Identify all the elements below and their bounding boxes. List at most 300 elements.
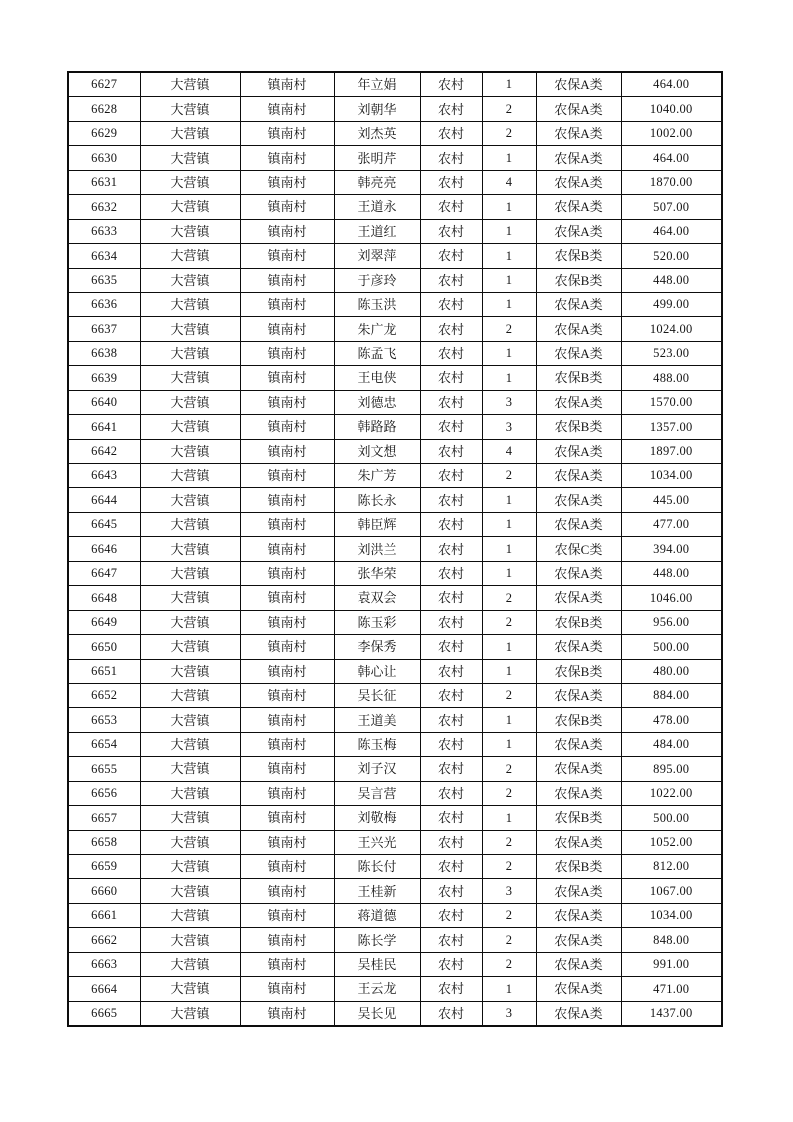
cell-person-count: 3	[482, 879, 536, 903]
cell-residence-type: 农村	[420, 708, 482, 732]
cell-village: 镇南村	[240, 659, 334, 683]
cell-residence-type: 农村	[420, 610, 482, 634]
cell-town: 大营镇	[140, 708, 240, 732]
cell-person-count: 1	[482, 512, 536, 536]
cell-person-name: 刘子汉	[334, 757, 420, 781]
cell-serial-number: 6631	[68, 170, 140, 194]
cell-amount: 1437.00	[621, 1001, 722, 1026]
cell-serial-number: 6636	[68, 292, 140, 316]
cell-amount: 991.00	[621, 952, 722, 976]
table-row	[68, 659, 722, 683]
cell-person-name: 吴长征	[334, 683, 420, 707]
cell-residence-type: 农村	[420, 952, 482, 976]
cell-person-count: 2	[482, 952, 536, 976]
cell-village: 镇南村	[240, 537, 334, 561]
cell-insurance-category: 农保B类	[536, 855, 621, 879]
cell-residence-type: 农村	[420, 586, 482, 610]
cell-amount: 1570.00	[621, 390, 722, 414]
cell-insurance-category: 农保A类	[536, 757, 621, 781]
cell-village: 镇南村	[240, 268, 334, 292]
cell-village: 镇南村	[240, 977, 334, 1001]
cell-serial-number: 6627	[68, 72, 140, 97]
cell-amount: 520.00	[621, 244, 722, 268]
table-row	[68, 439, 722, 463]
table-row	[68, 366, 722, 390]
cell-insurance-category: 农保A类	[536, 830, 621, 854]
table-row	[68, 879, 722, 903]
cell-person-count: 1	[482, 195, 536, 219]
cell-town: 大营镇	[140, 195, 240, 219]
cell-person-name: 刘洪兰	[334, 537, 420, 561]
cell-residence-type: 农村	[420, 146, 482, 170]
cell-residence-type: 农村	[420, 317, 482, 341]
cell-village: 镇南村	[240, 195, 334, 219]
cell-person-name: 陈孟飞	[334, 341, 420, 365]
cell-insurance-category: 农保A类	[536, 879, 621, 903]
cell-insurance-category: 农保B类	[536, 366, 621, 390]
cell-amount: 448.00	[621, 268, 722, 292]
cell-serial-number: 6664	[68, 977, 140, 1001]
cell-village: 镇南村	[240, 683, 334, 707]
cell-serial-number: 6641	[68, 415, 140, 439]
table-row	[68, 341, 722, 365]
cell-serial-number: 6630	[68, 146, 140, 170]
table-row	[68, 683, 722, 707]
table-row	[68, 830, 722, 854]
cell-residence-type: 农村	[420, 292, 482, 316]
cell-village: 镇南村	[240, 1001, 334, 1026]
table-row	[68, 561, 722, 585]
cell-village: 镇南村	[240, 366, 334, 390]
table-row	[68, 806, 722, 830]
cell-village: 镇南村	[240, 292, 334, 316]
cell-person-count: 1	[482, 732, 536, 756]
cell-village: 镇南村	[240, 903, 334, 927]
cell-amount: 445.00	[621, 488, 722, 512]
cell-town: 大营镇	[140, 390, 240, 414]
cell-insurance-category: 农保A类	[536, 952, 621, 976]
cell-residence-type: 农村	[420, 195, 482, 219]
cell-insurance-category: 农保A类	[536, 72, 621, 97]
cell-insurance-category: 农保A类	[536, 292, 621, 316]
cell-person-name: 韩心让	[334, 659, 420, 683]
cell-person-count: 1	[482, 806, 536, 830]
cell-residence-type: 农村	[420, 341, 482, 365]
cell-residence-type: 农村	[420, 830, 482, 854]
cell-village: 镇南村	[240, 806, 334, 830]
cell-insurance-category: 农保A类	[536, 317, 621, 341]
table-row	[68, 146, 722, 170]
cell-serial-number: 6651	[68, 659, 140, 683]
cell-village: 镇南村	[240, 341, 334, 365]
cell-village: 镇南村	[240, 512, 334, 536]
cell-serial-number: 6665	[68, 1001, 140, 1026]
cell-residence-type: 农村	[420, 732, 482, 756]
cell-person-count: 2	[482, 586, 536, 610]
cell-person-name: 吴长见	[334, 1001, 420, 1026]
cell-person-count: 2	[482, 97, 536, 121]
cell-person-count: 2	[482, 317, 536, 341]
cell-amount: 1040.00	[621, 97, 722, 121]
cell-town: 大营镇	[140, 855, 240, 879]
cell-person-name: 刘德忠	[334, 390, 420, 414]
cell-person-count: 2	[482, 928, 536, 952]
cell-insurance-category: 农保A类	[536, 439, 621, 463]
cell-serial-number: 6642	[68, 439, 140, 463]
cell-person-count: 2	[482, 757, 536, 781]
cell-town: 大营镇	[140, 757, 240, 781]
cell-serial-number: 6629	[68, 121, 140, 145]
cell-village: 镇南村	[240, 146, 334, 170]
cell-village: 镇南村	[240, 879, 334, 903]
cell-amount: 471.00	[621, 977, 722, 1001]
cell-person-count: 2	[482, 610, 536, 634]
cell-serial-number: 6650	[68, 635, 140, 659]
cell-person-count: 1	[482, 219, 536, 243]
cell-town: 大营镇	[140, 439, 240, 463]
cell-serial-number: 6655	[68, 757, 140, 781]
table-row	[68, 635, 722, 659]
cell-person-name: 王电侠	[334, 366, 420, 390]
cell-residence-type: 农村	[420, 635, 482, 659]
cell-amount: 488.00	[621, 366, 722, 390]
cell-person-count: 3	[482, 1001, 536, 1026]
cell-insurance-category: 农保C类	[536, 537, 621, 561]
cell-serial-number: 6639	[68, 366, 140, 390]
cell-town: 大营镇	[140, 586, 240, 610]
table-row	[68, 292, 722, 316]
cell-insurance-category: 农保B类	[536, 659, 621, 683]
cell-residence-type: 农村	[420, 977, 482, 1001]
cell-insurance-category: 农保A类	[536, 635, 621, 659]
cell-serial-number: 6646	[68, 537, 140, 561]
cell-insurance-category: 农保A类	[536, 464, 621, 488]
table-row	[68, 390, 722, 414]
table-row	[68, 977, 722, 1001]
cell-person-count: 3	[482, 390, 536, 414]
cell-amount: 1067.00	[621, 879, 722, 903]
cell-serial-number: 6654	[68, 732, 140, 756]
table-row	[68, 537, 722, 561]
cell-village: 镇南村	[240, 439, 334, 463]
table-row	[68, 195, 722, 219]
cell-serial-number: 6660	[68, 879, 140, 903]
cell-residence-type: 农村	[420, 903, 482, 927]
cell-person-name: 韩亮亮	[334, 170, 420, 194]
cell-town: 大营镇	[140, 121, 240, 145]
cell-insurance-category: 农保B类	[536, 708, 621, 732]
cell-amount: 1052.00	[621, 830, 722, 854]
cell-amount: 1034.00	[621, 903, 722, 927]
table-row	[68, 121, 722, 145]
table-row	[68, 244, 722, 268]
cell-village: 镇南村	[240, 488, 334, 512]
cell-insurance-category: 农保A类	[536, 488, 621, 512]
cell-insurance-category: 农保A类	[536, 512, 621, 536]
cell-serial-number: 6661	[68, 903, 140, 927]
cell-town: 大营镇	[140, 464, 240, 488]
cell-person-name: 朱广芳	[334, 464, 420, 488]
cell-insurance-category: 农保B类	[536, 244, 621, 268]
cell-town: 大营镇	[140, 170, 240, 194]
cell-person-count: 1	[482, 366, 536, 390]
cell-residence-type: 农村	[420, 244, 482, 268]
cell-person-name: 王兴光	[334, 830, 420, 854]
cell-person-name: 袁双会	[334, 586, 420, 610]
table-row	[68, 781, 722, 805]
cell-person-name: 陈长付	[334, 855, 420, 879]
cell-serial-number: 6643	[68, 464, 140, 488]
cell-person-name: 陈玉彩	[334, 610, 420, 634]
cell-person-name: 王云龙	[334, 977, 420, 1001]
cell-person-name: 吴桂民	[334, 952, 420, 976]
cell-serial-number: 6628	[68, 97, 140, 121]
cell-amount: 848.00	[621, 928, 722, 952]
table-row	[68, 610, 722, 634]
cell-town: 大营镇	[140, 879, 240, 903]
cell-amount: 500.00	[621, 635, 722, 659]
cell-person-count: 1	[482, 561, 536, 585]
cell-person-name: 王桂新	[334, 879, 420, 903]
cell-town: 大营镇	[140, 635, 240, 659]
cell-insurance-category: 农保A类	[536, 97, 621, 121]
cell-serial-number: 6652	[68, 683, 140, 707]
table-row	[68, 903, 722, 927]
table-row	[68, 708, 722, 732]
cell-residence-type: 农村	[420, 757, 482, 781]
cell-residence-type: 农村	[420, 512, 482, 536]
cell-person-name: 陈玉洪	[334, 292, 420, 316]
cell-person-name: 蒋道德	[334, 903, 420, 927]
cell-residence-type: 农村	[420, 879, 482, 903]
cell-village: 镇南村	[240, 464, 334, 488]
cell-insurance-category: 农保A类	[536, 1001, 621, 1026]
cell-town: 大营镇	[140, 683, 240, 707]
cell-amount: 464.00	[621, 146, 722, 170]
cell-insurance-category: 农保B类	[536, 415, 621, 439]
cell-residence-type: 农村	[420, 537, 482, 561]
cell-insurance-category: 农保A类	[536, 219, 621, 243]
cell-serial-number: 6657	[68, 806, 140, 830]
cell-person-name: 陈玉梅	[334, 732, 420, 756]
cell-insurance-category: 农保A类	[536, 170, 621, 194]
cell-person-count: 1	[482, 488, 536, 512]
cell-town: 大营镇	[140, 97, 240, 121]
table-row	[68, 415, 722, 439]
table-row	[68, 757, 722, 781]
cell-serial-number: 6656	[68, 781, 140, 805]
cell-insurance-category: 农保B类	[536, 268, 621, 292]
cell-serial-number: 6633	[68, 219, 140, 243]
cell-insurance-category: 农保B类	[536, 610, 621, 634]
table-row	[68, 512, 722, 536]
cell-town: 大营镇	[140, 732, 240, 756]
cell-amount: 484.00	[621, 732, 722, 756]
cell-amount: 507.00	[621, 195, 722, 219]
cell-insurance-category: 农保A类	[536, 195, 621, 219]
table-row	[68, 219, 722, 243]
cell-insurance-category: 农保A类	[536, 977, 621, 1001]
cell-residence-type: 农村	[420, 683, 482, 707]
cell-village: 镇南村	[240, 170, 334, 194]
cell-serial-number: 6632	[68, 195, 140, 219]
cell-person-name: 张华荣	[334, 561, 420, 585]
cell-person-count: 1	[482, 146, 536, 170]
cell-serial-number: 6635	[68, 268, 140, 292]
cell-amount: 956.00	[621, 610, 722, 634]
table-body	[68, 72, 722, 1026]
cell-serial-number: 6634	[68, 244, 140, 268]
cell-residence-type: 农村	[420, 464, 482, 488]
cell-town: 大营镇	[140, 952, 240, 976]
cell-residence-type: 农村	[420, 488, 482, 512]
cell-person-count: 4	[482, 170, 536, 194]
cell-village: 镇南村	[240, 757, 334, 781]
cell-person-name: 韩路路	[334, 415, 420, 439]
cell-town: 大营镇	[140, 268, 240, 292]
cell-insurance-category: 农保A类	[536, 390, 621, 414]
cell-town: 大营镇	[140, 903, 240, 927]
cell-insurance-category: 农保A类	[536, 903, 621, 927]
cell-insurance-category: 农保A类	[536, 561, 621, 585]
cell-village: 镇南村	[240, 708, 334, 732]
cell-amount: 1357.00	[621, 415, 722, 439]
cell-amount: 1024.00	[621, 317, 722, 341]
cell-serial-number: 6648	[68, 586, 140, 610]
cell-village: 镇南村	[240, 952, 334, 976]
cell-village: 镇南村	[240, 561, 334, 585]
cell-insurance-category: 农保A类	[536, 146, 621, 170]
cell-person-count: 1	[482, 635, 536, 659]
cell-person-name: 吴言营	[334, 781, 420, 805]
cell-person-name: 年立娟	[334, 72, 420, 97]
cell-village: 镇南村	[240, 610, 334, 634]
cell-amount: 464.00	[621, 219, 722, 243]
cell-person-count: 3	[482, 415, 536, 439]
pension-roster-table	[67, 71, 723, 1027]
cell-insurance-category: 农保B类	[536, 806, 621, 830]
cell-town: 大营镇	[140, 219, 240, 243]
cell-amount: 1870.00	[621, 170, 722, 194]
cell-person-count: 1	[482, 72, 536, 97]
cell-village: 镇南村	[240, 830, 334, 854]
cell-person-count: 2	[482, 121, 536, 145]
cell-person-count: 1	[482, 244, 536, 268]
cell-person-count: 1	[482, 268, 536, 292]
cell-person-name: 陈长永	[334, 488, 420, 512]
cell-amount: 448.00	[621, 561, 722, 585]
cell-amount: 812.00	[621, 855, 722, 879]
table-row	[68, 97, 722, 121]
cell-village: 镇南村	[240, 97, 334, 121]
cell-town: 大营镇	[140, 366, 240, 390]
cell-serial-number: 6649	[68, 610, 140, 634]
cell-serial-number: 6647	[68, 561, 140, 585]
cell-person-count: 2	[482, 464, 536, 488]
cell-village: 镇南村	[240, 415, 334, 439]
cell-village: 镇南村	[240, 390, 334, 414]
cell-residence-type: 农村	[420, 390, 482, 414]
cell-serial-number: 6662	[68, 928, 140, 952]
cell-residence-type: 农村	[420, 72, 482, 97]
cell-town: 大营镇	[140, 146, 240, 170]
cell-village: 镇南村	[240, 219, 334, 243]
cell-person-name: 陈长学	[334, 928, 420, 952]
cell-serial-number: 6659	[68, 855, 140, 879]
cell-serial-number: 6645	[68, 512, 140, 536]
cell-insurance-category: 农保A类	[536, 781, 621, 805]
cell-person-count: 1	[482, 977, 536, 1001]
cell-town: 大营镇	[140, 415, 240, 439]
cell-serial-number: 6637	[68, 317, 140, 341]
cell-person-count: 1	[482, 537, 536, 561]
cell-serial-number: 6640	[68, 390, 140, 414]
cell-person-name: 李保秀	[334, 635, 420, 659]
cell-town: 大营镇	[140, 561, 240, 585]
cell-person-count: 1	[482, 341, 536, 365]
cell-residence-type: 农村	[420, 561, 482, 585]
cell-village: 镇南村	[240, 855, 334, 879]
cell-residence-type: 农村	[420, 268, 482, 292]
cell-residence-type: 农村	[420, 121, 482, 145]
cell-town: 大营镇	[140, 317, 240, 341]
cell-person-name: 于彦玲	[334, 268, 420, 292]
cell-village: 镇南村	[240, 732, 334, 756]
cell-person-count: 2	[482, 903, 536, 927]
cell-amount: 499.00	[621, 292, 722, 316]
cell-residence-type: 农村	[420, 855, 482, 879]
cell-amount: 464.00	[621, 72, 722, 97]
cell-town: 大营镇	[140, 806, 240, 830]
cell-residence-type: 农村	[420, 219, 482, 243]
cell-person-count: 1	[482, 292, 536, 316]
cell-amount: 884.00	[621, 683, 722, 707]
cell-person-count: 1	[482, 708, 536, 732]
cell-person-name: 张明芹	[334, 146, 420, 170]
cell-village: 镇南村	[240, 317, 334, 341]
cell-town: 大营镇	[140, 341, 240, 365]
cell-insurance-category: 农保A类	[536, 928, 621, 952]
cell-town: 大营镇	[140, 512, 240, 536]
cell-amount: 523.00	[621, 341, 722, 365]
cell-town: 大营镇	[140, 781, 240, 805]
cell-town: 大营镇	[140, 72, 240, 97]
cell-insurance-category: 农保A类	[536, 341, 621, 365]
cell-residence-type: 农村	[420, 781, 482, 805]
cell-village: 镇南村	[240, 928, 334, 952]
cell-town: 大营镇	[140, 488, 240, 512]
cell-person-count: 2	[482, 781, 536, 805]
cell-person-name: 朱广龙	[334, 317, 420, 341]
cell-village: 镇南村	[240, 121, 334, 145]
table-row	[68, 317, 722, 341]
table-row	[68, 464, 722, 488]
cell-person-name: 刘朝华	[334, 97, 420, 121]
cell-village: 镇南村	[240, 635, 334, 659]
cell-serial-number: 6663	[68, 952, 140, 976]
table-row	[68, 855, 722, 879]
cell-insurance-category: 农保A类	[536, 683, 621, 707]
cell-insurance-category: 农保A类	[536, 732, 621, 756]
cell-town: 大营镇	[140, 977, 240, 1001]
cell-residence-type: 农村	[420, 97, 482, 121]
cell-serial-number: 6638	[68, 341, 140, 365]
cell-amount: 1034.00	[621, 464, 722, 488]
cell-amount: 480.00	[621, 659, 722, 683]
cell-amount: 478.00	[621, 708, 722, 732]
cell-amount: 1002.00	[621, 121, 722, 145]
cell-town: 大营镇	[140, 537, 240, 561]
